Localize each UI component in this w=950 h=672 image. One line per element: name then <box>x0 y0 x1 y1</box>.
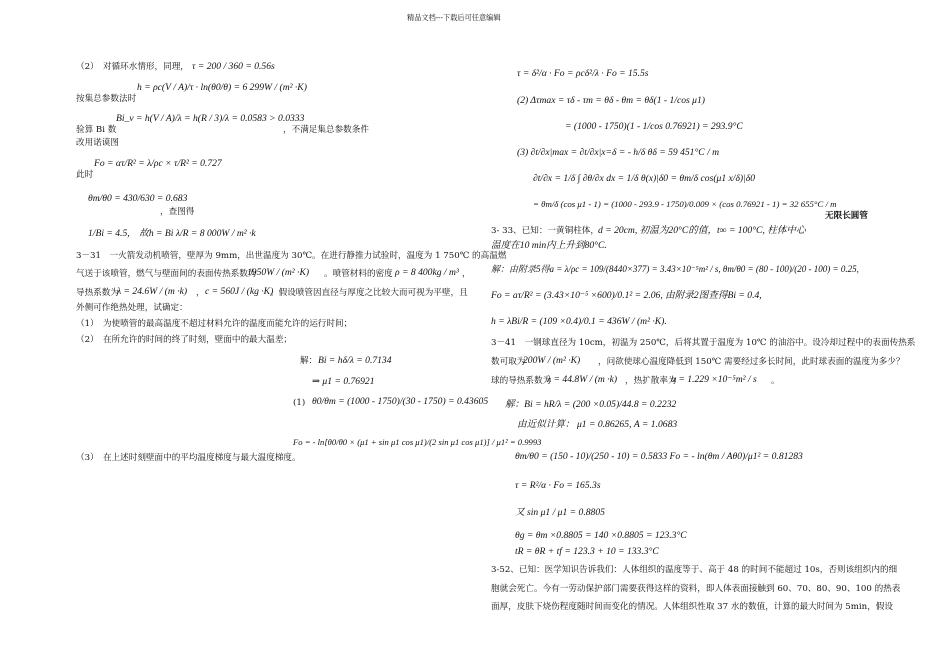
formula: = (1000 - 1750)(1 - 1/cos 0.76921) = 293.9°C <box>565 121 743 132</box>
formula: 解：由附录5得a = λ/ρc = 109/(8440×377) = 3.43×10⁻⁵m² / s, θm/θ0 = (80 - 100)/(20 - 100) = 0.25, <box>491 264 859 274</box>
text-line: 3- 33、已知：一黄铜柱体， <box>491 226 599 236</box>
formula: = θm/δ (cos μ1 - 1) = (1000 - 293.9 - 1750)/0.009 × (cos 0.76921 - 1) = 32 655°C / m <box>533 199 837 209</box>
formula: 温度在10 min内上升到80°C. <box>491 240 607 251</box>
formula: ∂t/∂x = 1/δ ∫ ∂θ/∂x dx = 1/δ θ(x)|δ0 = θm/δ cos(μ1 x/δ)|δ0 <box>533 173 756 184</box>
text-line: (1) <box>293 398 306 408</box>
text-line: 此时 <box>76 170 94 180</box>
formula: 200W / (m² ·K) <box>523 355 581 366</box>
text-line: 3-52、已知：医学知识告诉我们：人体组织的温度等于、高于 48 的时间不能超过 10s，否则该组织内的细 <box>491 565 898 575</box>
text-line: 3－31 一火箭发动机喷管，壁厚为 9mm，出世温度为 30℃。在进行静推力试验时，温度为 1 750℃ 的高温燃 <box>76 251 507 261</box>
formula: Bi = hδ/λ = 0.7134 <box>318 355 392 366</box>
text-line: 导热系数为 <box>76 288 119 298</box>
text-line: 。 <box>771 376 780 386</box>
text-line: 气送于该喷管，燃气与壁面间的表面传热系数为 <box>76 269 257 279</box>
text-line: ，热扩散率为 <box>625 376 677 386</box>
text-line: 胞就会死亡。今有一劳动保护部门需要获得这样的资料，即人体表面接触到 60、70、80、90、100 的热表 <box>491 584 901 594</box>
text-line: 面厚，皮肤下烧伤程度随时间而变化的情况。人体组织性取 37 水的数值，计算的最大时间为 5min，假设 <box>491 602 893 612</box>
formula: Fo = aτ/R² = (3.43×10⁻⁵ ×600)/0.1² = 2.06, 由附录2图查得Bi = 0.4, <box>491 290 762 301</box>
formula: λ = 44.8W / (m ·k) <box>547 374 618 385</box>
formula: 由近似计算： μ1 = 0.86265, A = 1.0683 <box>517 419 678 430</box>
text-line: 。喷管材料的密度 <box>324 269 393 279</box>
formula: 又 sin μ1 / μ1 = 0.8805 <box>515 507 605 518</box>
formula: θm/θ0 = 430/630 = 0.683 <box>88 193 188 204</box>
text-line: 。假设喷管因直径与厚度之比较大而可视为平壁，且 <box>270 288 468 298</box>
formula: h = λBi/R = (109 ×0.4)/0.1 = 436W / (m² ·K). <box>491 316 667 327</box>
formula: ⇒ μ1 = 0.76921 <box>312 376 375 387</box>
text-line: 解： <box>300 356 318 366</box>
formula: Fo = - ln[θ0/θ0 × (μ1 + sin μ1 cos μ1)/(2 sin μ1 cos μ1)] / μ1² = 0.9993 <box>293 437 542 447</box>
text-line: 验算 Bi 数 <box>76 125 117 135</box>
formula: 解：Bi = hR/λ = (200 ×0.05)/44.8 = 0.2232 <box>505 399 677 410</box>
formula: θm/θ0 = (150 - 10)/(250 - 10) = 0.5833 Fo = - ln(θm / Aθ0)/μ1² = 0.81283 <box>515 451 803 462</box>
formula: Fo = ατ/R² = λ/ρc × τ/R² = 0.727 <box>94 158 222 169</box>
text-line: （2） 在所允许的时间的终了时刻，壁面中的最大温差； <box>76 335 293 345</box>
text-line: 外侧可作绝热处理，试确定： <box>76 303 188 313</box>
formula: c = 560J / (kg ·K) <box>205 286 274 297</box>
right-column <box>475 0 950 672</box>
text-line: 3－41 一钢球直径为 10cm，初温为 250℃，后将其置于温度为 10℃ 的油浴中。设冷却过程中的表面传热系 <box>491 338 916 348</box>
text-line: ， <box>462 269 471 279</box>
section-label: 无限长圆管 <box>825 210 868 220</box>
formula: λ = 24.6W / (m ·k) <box>117 286 188 297</box>
formula: Bi_v = h(V / A)/λ = h(R / 3)/λ = 0.0583 > 0.0333 <box>116 113 305 124</box>
formula: τ = 200 / 360 = 0.56s <box>192 61 275 72</box>
formula: ρ = 8 400kg / m³ <box>395 267 459 278</box>
formula: τ = δ²/α · Fo = ρcδ²/λ · Fo = 15.5s <box>517 68 649 79</box>
text-line: 数可取为 <box>491 357 526 367</box>
text-line: ， <box>196 288 205 298</box>
formula: θ0/θm = (1000 - 1750)/(30 - 1750) = 0.43605 <box>312 396 489 407</box>
text-line: 按集总参数法时 <box>76 94 137 104</box>
formula: d = 20cm, 初温为20°C的值，t∞ = 100°C, 柱体中心 <box>598 225 806 236</box>
text-line: 球的导热系数为 <box>491 376 552 386</box>
formula: α = 1.229 ×10⁻⁵m² / s <box>671 374 757 385</box>
text-line: （3） 在上述时刻壁面中的平均温度梯度与最大温度梯度。 <box>76 453 301 463</box>
formula: h = ρc(V / A)/τ · ln(θ0/θ) = 6 299W / (m² ·K) <box>137 82 307 93</box>
formula: 1950W / (m² ·K) <box>247 267 310 278</box>
text-line: （1） 为使喷管的最高温度不超过材料允许的温度而能允许的运行时间； <box>76 319 353 329</box>
formula: (2) Δτmax = τδ - τm = θδ - θm = θδ(1 - 1/cos μ1) <box>517 95 705 106</box>
text-line: ，不满足集总参数条件 <box>283 125 369 135</box>
text-line: （2） 对循环水情形，同理， <box>76 62 189 72</box>
formula: 1/Bi = 4.5, 故h = Bi λ/R = 8 000W / m² ·k <box>88 228 256 239</box>
formula: tR = θR + tf = 123.3 + 10 = 133.3°C <box>515 546 659 557</box>
text-line: ，查图得 <box>160 207 195 217</box>
text-line: ，问欲使球心温度降低到 150℃ 需要经过多长时间，此时球表面的温度为多少？ <box>598 357 905 367</box>
formula: (3) ∂t/∂x|max = ∂t/∂x|x=δ = - h/δ θδ = 59 451°C / m <box>517 147 720 158</box>
page-header: 精品文档---下载后可任意编辑 <box>407 13 501 22</box>
text-line: 改用诺谟图 <box>76 138 119 148</box>
formula: θg = θm ×0.8805 = 140 ×0.8805 = 123.3°C <box>515 530 687 541</box>
formula: τ = R²/α · Fo = 165.3s <box>515 480 601 491</box>
